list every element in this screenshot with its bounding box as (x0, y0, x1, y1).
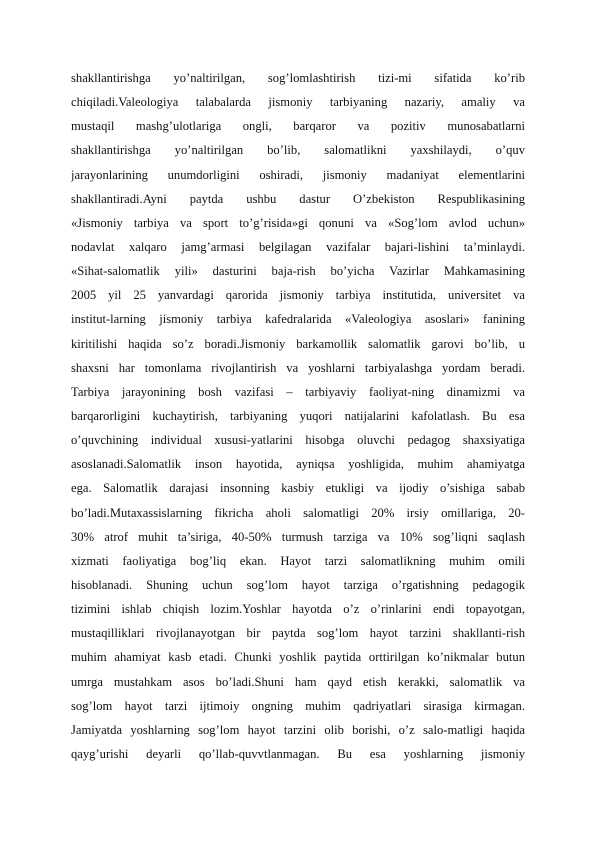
text-line: jarayonlarining unumdorligini oshiradi, jismoniy madaniyat elementlarini (71, 167, 525, 182)
text-line: Jamiyatda yoshlarning sog’lom hayot tarzini olib borishi, o’z salo-matligi haqida (71, 722, 525, 737)
text-line: tizimini ishlab chiqish lozim.Yoshlar hayotda o’z o’rinlarini endi topayotgan, (71, 602, 525, 617)
text-line: Tarbiya jarayonining bosh vazifasi – tarbiyaviy faoliyat-ning dinamizmi va (71, 384, 525, 399)
text-line: ega. Salomatlik darajasi insonning kasbiy etukligi va ijodiy o’sishiga sabab (71, 481, 525, 496)
text-line: sog’lom hayot tarzi ijtimoiy ongning muhim qadriyatlari sirasiga kirmagan. (71, 698, 525, 713)
text-line: o’quvchining individual xususi-yatlarini hisobga oluvchi pedagog shaxsiyatiga (71, 433, 525, 448)
text-line: barqarorligini kuchaytirish, tarbiyaning yuqori natijalarini kafolatlash. Bu esa (71, 408, 525, 423)
text-line: 2005 yil 25 yanvardagi qarorida jismoniy tarbiya institutida, universitet va (71, 288, 525, 303)
text-line: «Sihat-salomatlik yili» dasturini baja-rish bo’yicha Vazirlar Mahkamasining (71, 264, 525, 279)
text-line: nodavlat xalqaro jamg’armasi belgilagan vazifalar bajari-lishini ta’minlaydi. (71, 239, 525, 254)
text-line: 30% atrof muhit ta’siriga, 40-50% turmush tarziga va 10% sog’liqni saqlash (71, 529, 525, 544)
text-line: hisoblanadi. Shuning uchun sog’lom hayot tarziga o’rgatishning pedagogik (71, 577, 525, 592)
text-line: shakllantiradi.Ayni paytda ushbu dastur O’zbekiston Respublikasining (71, 191, 525, 206)
text-line: kiritilishi haqida so’z boradi.Jismoniy barkamollik salomatlik garovi bo’lib, u (71, 336, 525, 351)
text-line: muhim ahamiyat kasb etadi. Chunki yoshlik paytida orttirilgan ko’nikmalar butun (71, 650, 525, 665)
text-line: qayg’urishi deyarli qo’llab-quvvtlanmagan. Bu esa yoshlarning jismoniy (71, 746, 525, 761)
text-line: mustaqilliklari rivojlanayotgan bir paytda sog’lom hayot tarzini shakllanti-rish (71, 626, 525, 641)
text-line: bo’ladi.Mutaxassislarning fikricha aholi salomatligi 20% irsiy omillariga, 20- (71, 505, 525, 520)
text-line: shakllantirishga yo’naltirilgan, sog’lomlashtirish tizi-mi sifatida ko’rib (71, 71, 525, 85)
text-line: umrga mustahkam asos bo’ladi.Shuni ham qayd etish kerakki, salomatlik va (71, 674, 525, 689)
text-line: chiqiladi.Valeologiya talabalarda jismoniy tarbiyaning nazariy, amaliy va (71, 95, 525, 110)
document-body (71, 66, 525, 766)
text-line: shaxsni har tomonlama rivojlantirish va yoshlarni tarbiyalashga yordam beradi. (71, 360, 525, 375)
text-line: asoslanadi.Salomatlik inson hayotida, ayniqsa yoshligida, muhim ahamiyatga (71, 457, 525, 472)
text-line: xizmati faoliyatiga bog’liq ekan. Hayot tarzi salomatlikning muhim omili (71, 553, 525, 568)
text-line: «Jismoniy tarbiya va sport to’g’risida»gi qonuni va «Sog’lom avlod uchun» (71, 215, 525, 230)
text-line: institut-larning jismoniy tarbiya kafedralarida «Valeologiya asoslari» fanining (71, 312, 525, 327)
text-line: shakllantirishga yo’naltirilgan bo’lib, salomatlikni yaxshilaydi, o’quv (71, 143, 525, 158)
text-line: mustaqil mashg’ulotlariga ongli, barqaror va pozitiv munosabatlarni (71, 119, 525, 134)
